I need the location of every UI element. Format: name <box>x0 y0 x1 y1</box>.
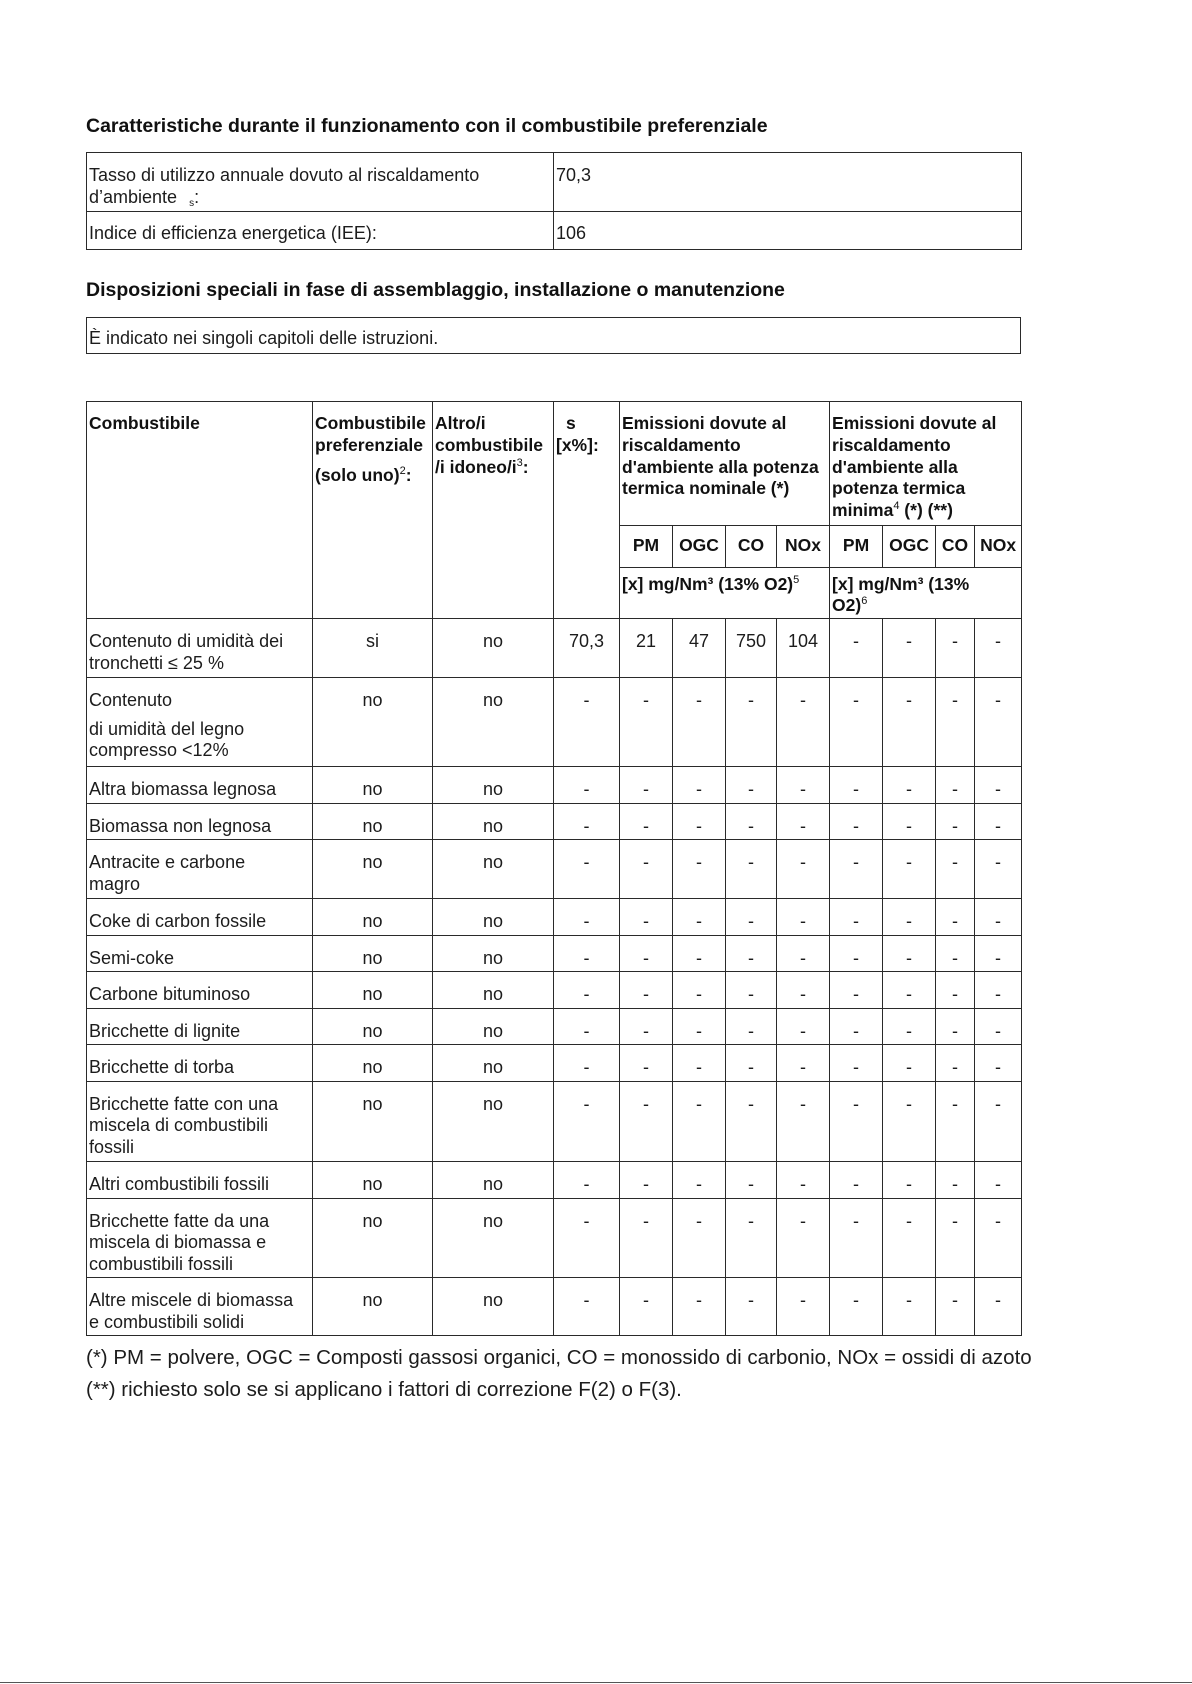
header-line <box>832 500 1019 522</box>
nominal-pm-header: PM <box>620 525 673 567</box>
preferred-fuel-value: no <box>313 840 433 899</box>
minimum-nox-value: - <box>975 1045 1022 1082</box>
nominal-emissions-header <box>620 402 830 526</box>
other-fuel-value: no <box>433 899 554 936</box>
fuel-name-cell <box>87 767 313 804</box>
nominal-nox-value: - <box>777 935 830 972</box>
minimum-pm-value: - <box>830 1081 883 1162</box>
preferred-fuel-value: no <box>313 935 433 972</box>
efficiency-value: - <box>554 1162 620 1199</box>
other-fuel-value: no <box>433 619 554 678</box>
nominal-co-value: - <box>726 1045 777 1082</box>
nominal-co-value: - <box>726 840 777 899</box>
fuel-name-line: Biomassa non legnosa <box>89 815 272 836</box>
other-fuel-value: no <box>433 972 554 1009</box>
minimum-nox-value: - <box>975 619 1022 678</box>
minimum-nox-value: - <box>975 1008 1022 1045</box>
fuel-row <box>87 619 1022 678</box>
other-fuel-value: no <box>433 1045 554 1082</box>
fuel-name-line: Antracite e carbone <box>89 852 246 872</box>
minimum-ogc-value: - <box>883 767 936 804</box>
fuel-name-line: compresso <12% <box>89 740 229 760</box>
minimum-pm-value: - <box>830 1008 883 1045</box>
nominal-pm-value: - <box>620 803 673 840</box>
minimum-ogc-value: - <box>883 899 936 936</box>
other-fuel-value: no <box>433 803 554 840</box>
other-fuel-value: no <box>433 935 554 972</box>
minimum-nox-header: NOx <box>975 525 1022 567</box>
header-row <box>87 402 1022 526</box>
nominal-ogc-header: OGC <box>673 525 726 567</box>
minimum-co-value: - <box>936 840 975 899</box>
minimum-ogc-value: - <box>883 1008 936 1045</box>
eei-label: Indice di efficienza energetica (IEE): <box>87 212 554 250</box>
footnotes <box>86 1342 1032 1406</box>
nominal-co-value: - <box>726 803 777 840</box>
fuel-name-cell <box>87 1008 313 1045</box>
nominal-ogc-value: 47 <box>673 619 726 678</box>
fuel-row <box>87 1198 1022 1278</box>
header-suffix: (*) (**) <box>899 500 953 520</box>
preferred-fuel-value: no <box>313 1162 433 1199</box>
fuel-name-line: Bricchette fatte da una <box>89 1210 270 1231</box>
efficiency-value: - <box>554 1081 620 1162</box>
minimum-nox-value: - <box>975 678 1022 767</box>
fuel-name-line: Contenuto di umidità dei <box>89 631 284 651</box>
fuel-name-line: Bricchette fatte con una <box>89 1093 279 1114</box>
nominal-ogc-value: - <box>673 935 726 972</box>
fuel-row <box>87 767 1022 804</box>
nominal-ogc-value: - <box>673 803 726 840</box>
fuel-name-cell <box>87 1198 313 1278</box>
minimum-co-value: - <box>936 1008 975 1045</box>
minimum-nox-value: - <box>975 1278 1022 1336</box>
header-line <box>315 465 430 487</box>
fuel-row <box>87 840 1022 899</box>
fuel-name-line: miscela di biomassa e <box>89 1232 267 1252</box>
preferred-fuel-value: si <box>313 619 433 678</box>
footnote-ref: 2 <box>399 464 406 477</box>
other-fuel-value: no <box>433 678 554 767</box>
minimum-nox-value: - <box>975 803 1022 840</box>
minimum-ogc-value: - <box>883 1278 936 1336</box>
fuel-name-line: fossili <box>89 1136 135 1157</box>
efficiency-symbol-subscript: s <box>189 197 195 209</box>
minimum-co-value: - <box>936 1278 975 1336</box>
nominal-ogc-value: - <box>673 767 726 804</box>
eei-value: 106 <box>554 212 1022 250</box>
minimum-nox-value: - <box>975 1081 1022 1162</box>
header-line: Combustibile <box>315 413 426 433</box>
nominal-nox-value: - <box>777 767 830 804</box>
footnote-line: (**) richiesto solo se si applicano i fattori di correzione F(2) o F(3). <box>86 1378 682 1401</box>
fuel-name-cell <box>87 1081 313 1162</box>
preferred-fuel-value: no <box>313 1278 433 1336</box>
nominal-ogc-value: - <box>673 840 726 899</box>
minimum-ogc-value: - <box>883 1198 936 1278</box>
fuel-row <box>87 803 1022 840</box>
nominal-pm-value: - <box>620 1162 673 1199</box>
efficiency-value: - <box>554 935 620 972</box>
other-fuel-value: no <box>433 1278 554 1336</box>
minimum-pm-value: - <box>830 803 883 840</box>
minimum-ogc-value: - <box>883 1045 936 1082</box>
nominal-co-value: - <box>726 1278 777 1336</box>
nominal-pm-value: - <box>620 840 673 899</box>
header-line: preferenziale <box>315 434 423 455</box>
efficiency-label-suffix: : <box>194 186 200 207</box>
fuel-name-cell <box>87 1278 313 1336</box>
efficiency-value: - <box>554 899 620 936</box>
header-line: Altro/i <box>435 413 486 433</box>
nominal-nox-value: - <box>777 840 830 899</box>
other-fuel-value: no <box>433 767 554 804</box>
fuel-name-cell <box>87 972 313 1009</box>
header-line <box>622 574 827 596</box>
fuel-row <box>87 899 1022 936</box>
preferred-fuel-value: no <box>313 678 433 767</box>
header-text: minima <box>832 500 894 520</box>
other-fuel-value: no <box>433 1081 554 1162</box>
minimum-unit-header <box>830 567 1022 619</box>
preferred-fuel-value: no <box>313 972 433 1009</box>
efficiency-value: - <box>554 840 620 899</box>
nominal-nox-value: - <box>777 1045 830 1082</box>
footnote-ref: 3 <box>516 456 523 469</box>
nominal-nox-value: - <box>777 899 830 936</box>
minimum-ogc-value: - <box>883 1081 936 1162</box>
preferred-fuel-header <box>313 402 433 619</box>
nominal-co-value: - <box>726 1081 777 1162</box>
minimum-nox-value: - <box>975 935 1022 972</box>
fuel-name-line: Coke di carbon fossile <box>89 911 267 931</box>
fuel-row <box>87 1278 1022 1336</box>
header-text: (solo uno) <box>315 464 400 485</box>
nominal-nox-value: - <box>777 803 830 840</box>
nominal-nox-value: - <box>777 972 830 1009</box>
preferred-fuel-value: no <box>313 1045 433 1082</box>
minimum-ogc-value: - <box>883 803 936 840</box>
footnote-ref: 5 <box>793 573 800 586</box>
other-fuel-header <box>433 402 554 619</box>
header-line: termica nominale (*) <box>622 478 790 499</box>
other-fuel-value: no <box>433 1162 554 1199</box>
fuel-name-cell <box>87 1162 313 1199</box>
efficiency-value: - <box>554 767 620 804</box>
minimum-nox-value: - <box>975 1198 1022 1278</box>
fuel-name-line: e combustibili solidi <box>89 1311 245 1332</box>
minimum-co-value: - <box>936 1081 975 1162</box>
minimum-co-value: - <box>936 935 975 972</box>
nominal-pm-value: 21 <box>620 619 673 678</box>
header-text: /i idoneo/i <box>435 456 517 477</box>
header-line: riscaldamento <box>622 434 741 455</box>
page-bottom-rule <box>0 1682 1192 1683</box>
header-suffix: : <box>522 456 529 477</box>
header-line: Emissioni dovute al <box>832 413 997 433</box>
minimum-co-header: CO <box>936 525 975 567</box>
fuel-name-cell <box>87 619 313 678</box>
nominal-ogc-value: - <box>673 678 726 767</box>
fuel-name-line: miscela di combustibili <box>89 1115 269 1135</box>
fuel-row <box>87 1162 1022 1199</box>
minimum-nox-value: - <box>975 767 1022 804</box>
fuel-name-cell <box>87 840 313 899</box>
nominal-ogc-value: - <box>673 1162 726 1199</box>
special-provisions-text: È indicato nei singoli capitoli delle istruzioni. <box>86 317 1021 354</box>
fuel-name-line: Altre miscele di biomassa <box>89 1290 294 1310</box>
minimum-pm-header: PM <box>830 525 883 567</box>
nominal-co-header: CO <box>726 525 777 567</box>
fuel-name-cell <box>87 803 313 840</box>
fuel-name-line: Bricchette di torba <box>89 1057 235 1077</box>
fuel-header: Combustibile <box>87 402 313 619</box>
minimum-nox-value: - <box>975 840 1022 899</box>
header-line: Emissioni dovute al <box>622 413 787 433</box>
fuel-name-cell <box>87 935 313 972</box>
fuel-name-line: Semi-coke <box>89 947 175 968</box>
minimum-pm-value: - <box>830 1198 883 1278</box>
header-line: riscaldamento <box>832 434 951 455</box>
fuel-row <box>87 1081 1022 1162</box>
nominal-pm-value: - <box>620 1278 673 1336</box>
efficiency-table <box>86 152 1022 250</box>
header-line <box>832 595 1019 617</box>
nominal-co-value: 750 <box>726 619 777 678</box>
eei-row <box>87 212 1022 250</box>
nominal-nox-value: - <box>777 1081 830 1162</box>
unit-text: O2) <box>832 595 862 615</box>
other-fuel-value: no <box>433 1198 554 1278</box>
footnote-ref: 6 <box>861 595 868 608</box>
nominal-co-value: - <box>726 767 777 804</box>
header-line: d'ambiente alla <box>832 456 958 477</box>
efficiency-value: - <box>554 1198 620 1278</box>
minimum-ogc-value: - <box>883 935 936 972</box>
minimum-pm-value: - <box>830 1278 883 1336</box>
nominal-pm-value: - <box>620 1198 673 1278</box>
nominal-ogc-value: - <box>673 1081 726 1162</box>
nominal-co-value: - <box>726 972 777 1009</box>
unit-text: [x] mg/Nm³ (13% O2) <box>622 573 794 594</box>
fuel-row <box>87 1045 1022 1082</box>
minimum-co-value: - <box>936 972 975 1009</box>
fuel-name-line: Altri combustibili fossili <box>89 1174 270 1194</box>
nominal-ogc-value: - <box>673 972 726 1009</box>
minimum-emissions-header <box>830 402 1022 526</box>
efficiency-unit: [x%]: <box>556 434 599 455</box>
preferred-fuel-value: no <box>313 1081 433 1162</box>
minimum-pm-value: - <box>830 840 883 899</box>
preferred-fuel-value: no <box>313 1198 433 1278</box>
fuel-name-line: magro <box>89 873 141 894</box>
minimum-co-value: - <box>936 767 975 804</box>
minimum-ogc-value: - <box>883 972 936 1009</box>
minimum-co-value: - <box>936 678 975 767</box>
efficiency-value: - <box>554 1008 620 1045</box>
nominal-nox-value: 104 <box>777 619 830 678</box>
nominal-ogc-value: - <box>673 899 726 936</box>
nominal-nox-value: - <box>777 1278 830 1336</box>
fuel-name-line: Carbone bituminoso <box>89 984 251 1004</box>
minimum-nox-value: - <box>975 1162 1022 1199</box>
efficiency-value: - <box>554 678 620 767</box>
efficiency-value: - <box>554 803 620 840</box>
minimum-pm-value: - <box>830 678 883 767</box>
preferred-fuel-value: no <box>313 803 433 840</box>
efficiency-label-text: d’ambiente <box>89 186 178 207</box>
efficiency-value: - <box>554 1278 620 1336</box>
efficiency-label-cell <box>87 153 554 212</box>
efficiency-value: 70,3 <box>554 153 1022 212</box>
nominal-nox-header: NOx <box>777 525 830 567</box>
minimum-co-value: - <box>936 1045 975 1082</box>
header-suffix: : <box>405 464 412 485</box>
efficiency-header <box>554 402 620 619</box>
nominal-co-value: - <box>726 1198 777 1278</box>
fuel-row <box>87 1008 1022 1045</box>
efficiency-label-line: Tasso di utilizzo annuale dovuto al riscaldamento <box>89 165 480 185</box>
minimum-pm-value: - <box>830 767 883 804</box>
section-title-characteristics: Caratteristiche durante il funzionamento con il combustibile preferenziale <box>86 115 768 137</box>
nominal-nox-value: - <box>777 1008 830 1045</box>
fuel-name-line: Contenuto <box>89 690 173 710</box>
preferred-fuel-value: no <box>313 767 433 804</box>
fuel-table-body <box>87 619 1022 1336</box>
nominal-pm-value: - <box>620 899 673 936</box>
minimum-pm-value: - <box>830 1045 883 1082</box>
footnote-ref: 4 <box>893 500 900 513</box>
fuel-name-cell <box>87 678 313 767</box>
nominal-ogc-value: - <box>673 1045 726 1082</box>
minimum-pm-value: - <box>830 972 883 1009</box>
nominal-co-value: - <box>726 935 777 972</box>
nominal-pm-value: - <box>620 935 673 972</box>
nominal-nox-value: - <box>777 678 830 767</box>
minimum-co-value: - <box>936 619 975 678</box>
nominal-pm-value: - <box>620 767 673 804</box>
nominal-co-value: - <box>726 1008 777 1045</box>
nominal-pm-value: - <box>620 972 673 1009</box>
header-line: [x] mg/Nm³ (13% <box>832 573 970 594</box>
nominal-co-value: - <box>726 1162 777 1199</box>
nominal-nox-value: - <box>777 1162 830 1199</box>
nominal-pm-value: - <box>620 1081 673 1162</box>
fuel-row <box>87 935 1022 972</box>
nominal-co-value: - <box>726 899 777 936</box>
nominal-unit-header <box>620 567 830 619</box>
minimum-pm-value: - <box>830 619 883 678</box>
minimum-ogc-value: - <box>883 840 936 899</box>
header-line <box>435 457 551 479</box>
fuel-name-line: tronchetti ≤ 25 % <box>89 652 224 673</box>
fuel-name-line: Altra biomassa legnosa <box>89 779 277 799</box>
nominal-ogc-value: - <box>673 1278 726 1336</box>
other-fuel-value: no <box>433 1008 554 1045</box>
minimum-co-value: - <box>936 803 975 840</box>
nominal-pm-value: - <box>620 678 673 767</box>
efficiency-value: - <box>554 1045 620 1082</box>
fuel-row <box>87 972 1022 1009</box>
nominal-co-value: - <box>726 678 777 767</box>
efficiency-value: - <box>554 972 620 1009</box>
minimum-co-value: - <box>936 1198 975 1278</box>
fuel-name-line: combustibili fossili <box>89 1253 234 1274</box>
fuel-name-cell <box>87 899 313 936</box>
nominal-pm-value: - <box>620 1045 673 1082</box>
section-title-special-provisions: Disposizioni speciali in fase di assemblaggio, installazione o manutenzione <box>86 279 785 301</box>
minimum-ogc-header: OGC <box>883 525 936 567</box>
nominal-ogc-value: - <box>673 1008 726 1045</box>
fuel-emissions-table <box>86 401 1022 1336</box>
efficiency-label-line <box>89 187 551 209</box>
minimum-ogc-value: - <box>883 1162 936 1199</box>
minimum-pm-value: - <box>830 899 883 936</box>
efficiency-row <box>87 153 1022 212</box>
fuel-row <box>87 678 1022 767</box>
nominal-pm-value: - <box>620 1008 673 1045</box>
fuel-name-cell <box>87 1045 313 1082</box>
other-fuel-value: no <box>433 840 554 899</box>
minimum-co-value: - <box>936 1162 975 1199</box>
minimum-nox-value: - <box>975 899 1022 936</box>
minimum-nox-value: - <box>975 972 1022 1009</box>
efficiency-symbol: s <box>566 413 576 433</box>
efficiency-value: 70,3 <box>554 619 620 678</box>
minimum-pm-value: - <box>830 1162 883 1199</box>
header-line: combustibile <box>435 434 543 455</box>
nominal-ogc-value: - <box>673 1198 726 1278</box>
nominal-nox-value: - <box>777 1198 830 1278</box>
minimum-ogc-value: - <box>883 678 936 767</box>
fuel-name-line: di umidità del legno <box>89 718 245 739</box>
minimum-pm-value: - <box>830 935 883 972</box>
preferred-fuel-value: no <box>313 899 433 936</box>
header-line: d'ambiente alla potenza <box>622 456 819 477</box>
preferred-fuel-value: no <box>313 1008 433 1045</box>
footnote-line: (*) PM = polvere, OGC = Composti gassosi organici, CO = monossido di carbonio, NOx = ossidi di azoto <box>86 1346 1032 1369</box>
minimum-co-value: - <box>936 899 975 936</box>
header-line: potenza termica <box>832 478 966 499</box>
fuel-name-line: Bricchette di lignite <box>89 1020 241 1041</box>
minimum-ogc-value: - <box>883 619 936 678</box>
